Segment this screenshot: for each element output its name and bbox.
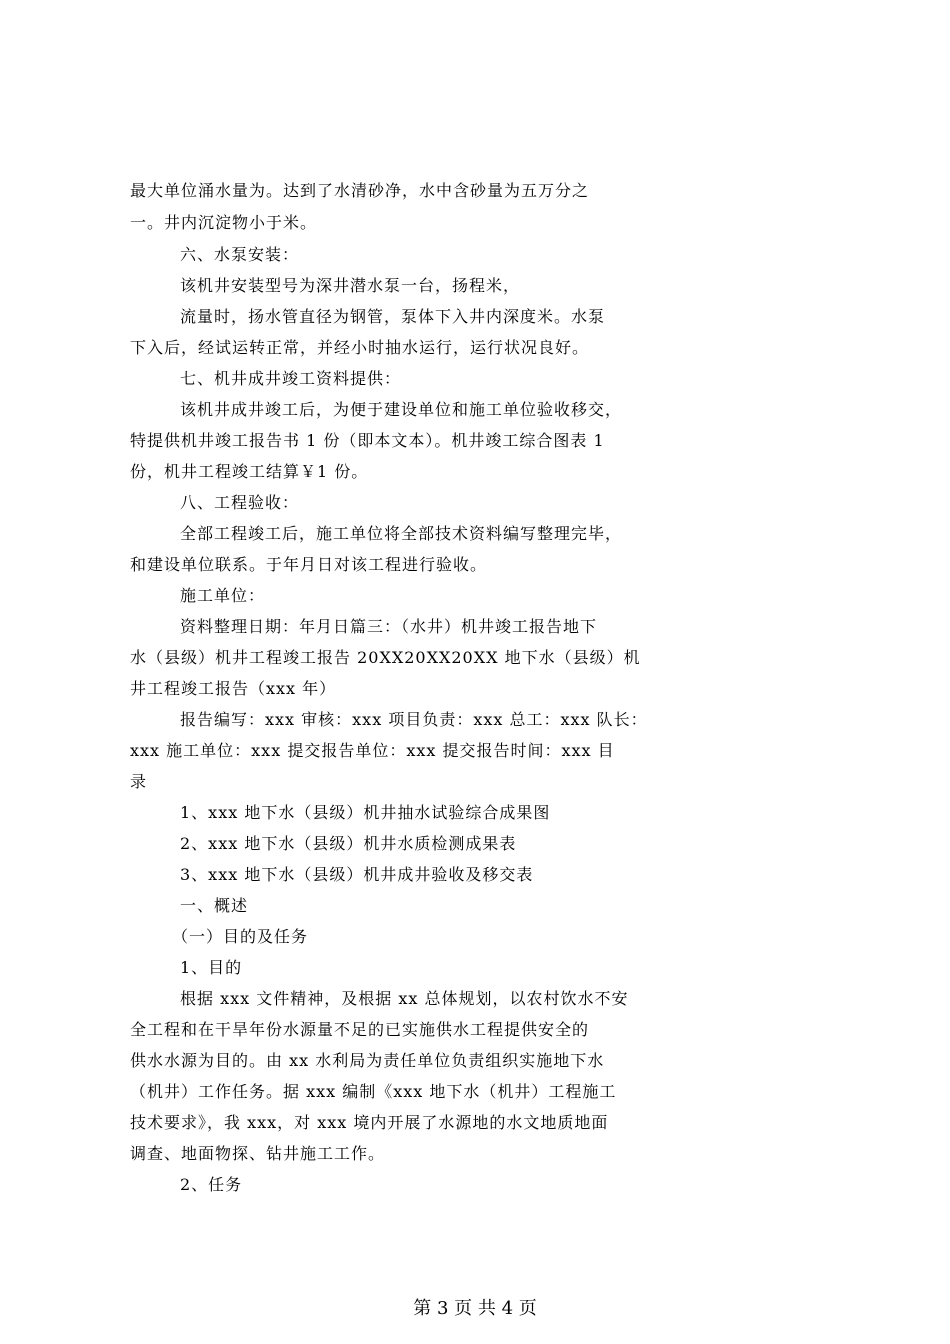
section-heading: 一、概述 <box>180 896 249 915</box>
body-line: 最大单位涌水量为。达到了水清砂净，水中含砂量为五万分之 <box>130 181 590 200</box>
body-line: 下入后，经试运转正常，并经小时抽水运行，运行状况良好。 <box>130 338 590 357</box>
body-line: xxx 施工单位：xxx 提交报告单位：xxx 提交报告时间：xxx 目 <box>130 741 615 760</box>
body-line: 施工单位： <box>180 586 266 605</box>
section-heading: 六、水泵安装： <box>180 245 300 264</box>
body-line: 录 <box>130 772 148 791</box>
body-line: 根据 xxx 文件精神，及根据 xx 总体规划，以农村饮水不安 <box>180 989 629 1008</box>
body-line: 和建设单位联系。于年月日对该工程进行验收。 <box>130 555 488 574</box>
body-line: 特提供机井竣工报告书 1 份（即本文本）。机井竣工综合图表 1 <box>130 431 605 450</box>
body-line: 份，机井工程竣工结算￥1 份。 <box>130 462 369 481</box>
body-line: 全部工程竣工后，施工单位将全部技术资料编写整理完毕， <box>180 524 623 543</box>
body-line: 全工程和在干旱年份水源量不足的已实施供水工程提供安全的 <box>130 1020 590 1039</box>
body-line: 技术要求》，我 xxx，对 xxx 境内开展了水源地的水文地质地面 <box>130 1113 609 1132</box>
subsection-heading: 2、任务 <box>180 1175 243 1194</box>
body-line: 一。井内沉淀物小于米。 <box>130 213 318 232</box>
body-line: 水（县级）机井工程竣工报告 20XX20XX20XX 地下水（县级）机 <box>130 648 641 667</box>
toc-item: 2、xxx 地下水（县级）机井水质检测成果表 <box>180 834 517 853</box>
toc-item: 1、xxx 地下水（县级）机井抽水试验综合成果图 <box>180 803 551 822</box>
section-heading: 七、机井成井竣工资料提供： <box>180 369 402 388</box>
body-line: 调查、地面物探、钻井施工工作。 <box>130 1144 386 1163</box>
body-line: 资料整理日期：年月日篇三：（水井）机井竣工报告地下 <box>180 617 598 636</box>
body-line: 该机井安装型号为深井潜水泵一台，扬程米， <box>180 276 521 295</box>
section-heading: 八、工程验收： <box>180 493 300 512</box>
body-line: （机井）工作任务。据 xxx 编制《xxx 地下水（机井）工程施工 <box>130 1082 617 1101</box>
page-footer: 第 3 页 共 4 页 <box>413 1298 537 1319</box>
toc-item: 3、xxx 地下水（县级）机井成井验收及移交表 <box>180 865 534 884</box>
body-line: 流量时，扬水管直径为钢管，泵体下入井内深度米。水泵 <box>180 307 606 326</box>
subsection-heading: （一）目的及任务 <box>172 927 309 946</box>
body-line: 井工程竣工报告（xxx 年） <box>130 679 337 698</box>
body-line: 报告编写：xxx 审核：xxx 项目负责：xxx 总工：xxx 队长： <box>180 710 648 729</box>
body-line: 该机井成井竣工后，为便于建设单位和施工单位验收移交， <box>180 400 623 419</box>
subsection-heading: 1、目的 <box>180 958 243 977</box>
body-line: 供水水源为目的。由 xx 水利局为责任单位负责组织实施地下水 <box>130 1051 605 1070</box>
